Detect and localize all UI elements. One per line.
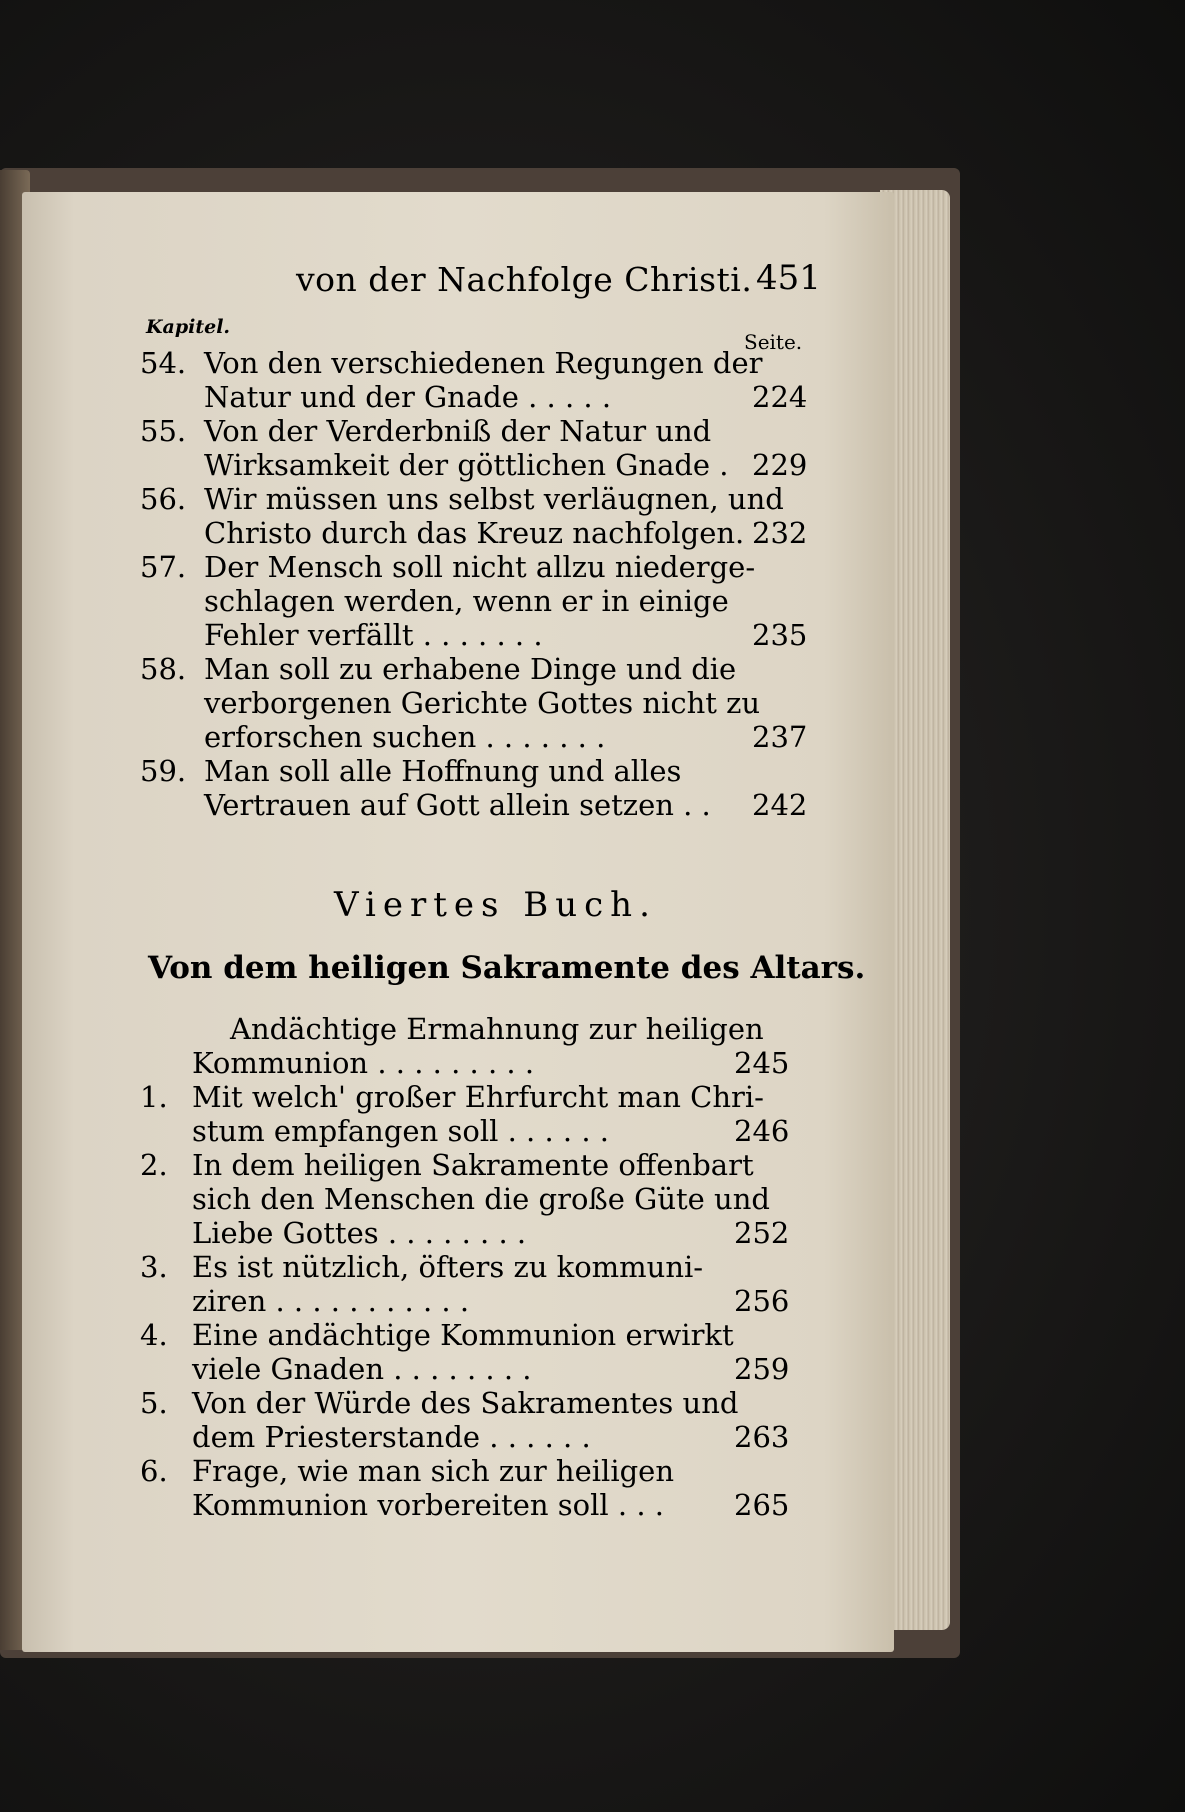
toc-entry-line: Vertrauen auf Gott allein setzen . . bbox=[204, 788, 711, 822]
toc-entry-line: viele Gnaden . . . . . . . . bbox=[192, 1352, 532, 1386]
toc-entry-page: 265 bbox=[734, 1488, 790, 1522]
toc-entry-number: 2. bbox=[140, 1148, 168, 1182]
toc-entry-line: ziren . . . . . . . . . . . bbox=[192, 1284, 470, 1318]
toc-entry-line: verborgenen Gerichte Gottes nicht zu bbox=[204, 686, 761, 720]
toc-entry-line: Fehler verfällt . . . . . . . bbox=[204, 618, 543, 652]
toc-entry-number: 1. bbox=[140, 1080, 168, 1114]
toc-entry-line: In dem heiligen Sakramente offenbart bbox=[192, 1148, 754, 1182]
toc-entry-page: 256 bbox=[734, 1284, 790, 1318]
toc-entry-line: Mit welch' großer Ehrfurcht man Chri- bbox=[192, 1080, 764, 1114]
toc-entry-number: 3. bbox=[140, 1250, 168, 1284]
toc-entry-line: Wir müssen uns selbst verläugnen, und bbox=[204, 482, 784, 516]
toc-entry-page: 242 bbox=[752, 788, 808, 822]
toc-entry-line: Der Mensch soll nicht allzu niederge- bbox=[204, 550, 756, 584]
toc-entry-line: Von den verschiedenen Regungen der bbox=[204, 346, 763, 380]
page-header bbox=[0, 260, 1185, 310]
toc-entry-line: stum empfangen soll . . . . . . bbox=[192, 1114, 609, 1148]
toc-entry-line: Man soll zu erhabene Dinge und die bbox=[204, 652, 737, 686]
toc-entry-page: 237 bbox=[752, 720, 808, 754]
toc-entry-number: 4. bbox=[140, 1318, 168, 1352]
toc-entry-line: Natur und der Gnade . . . . . bbox=[204, 380, 612, 414]
toc-entry-page: 263 bbox=[734, 1420, 790, 1454]
toc-entry-line: Andächtige Ermahnung zur heiligen bbox=[230, 1012, 764, 1046]
toc-entry-line: Christo durch das Kreuz nachfolgen. bbox=[204, 516, 745, 550]
toc-entry-number: 6. bbox=[140, 1454, 168, 1488]
toc-entry-line: Eine andächtige Kommunion erwirkt bbox=[192, 1318, 734, 1352]
toc-entry-line: erforschen suchen . . . . . . . bbox=[204, 720, 606, 754]
toc-entry-line: sich den Menschen die große Güte und bbox=[192, 1182, 770, 1216]
toc-entry-number: 58. bbox=[140, 652, 187, 686]
toc-entry-line: Von der Würde des Sakramentes und bbox=[192, 1386, 739, 1420]
toc-entry-page: 246 bbox=[734, 1114, 790, 1148]
toc-entry-line: Von der Verderbniß der Natur und bbox=[204, 414, 712, 448]
section-title: Viertes Buch. bbox=[334, 885, 657, 925]
toc-entry-line: Wirksamkeit der göttlichen Gnade . bbox=[204, 448, 729, 482]
toc-entry-page: 224 bbox=[752, 380, 808, 414]
toc-entry-page: 229 bbox=[752, 448, 808, 482]
column-label-kapitel: Kapitel. bbox=[146, 316, 231, 338]
toc-entry-number: 59. bbox=[140, 754, 187, 788]
page-number: 451 bbox=[756, 258, 821, 298]
toc-entry-number: 57. bbox=[140, 550, 187, 584]
toc-entry-line: Liebe Gottes . . . . . . . . bbox=[192, 1216, 527, 1250]
toc-entry-line: Es ist nützlich, öfters zu kommuni- bbox=[192, 1250, 704, 1284]
toc-entry-line: dem Priesterstande . . . . . . bbox=[192, 1420, 591, 1454]
toc-entry-line: Frage, wie man sich zur heiligen bbox=[192, 1454, 674, 1488]
toc-entry-line: Man soll alle Hoffnung und alles bbox=[204, 754, 682, 788]
running-title: von der Nachfolge Christi. bbox=[296, 260, 753, 299]
toc-entry-page: 235 bbox=[752, 618, 808, 652]
toc-entry-line: schlagen werden, wenn er in einige bbox=[204, 584, 729, 618]
toc-entry-page: 259 bbox=[734, 1352, 790, 1386]
toc-entry-line: Kommunion . . . . . . . . . bbox=[192, 1046, 535, 1080]
toc-entry-page: 252 bbox=[734, 1216, 790, 1250]
toc-entry-number: 54. bbox=[140, 346, 187, 380]
toc-entry-number: 56. bbox=[140, 482, 187, 516]
toc-entry-number: 5. bbox=[140, 1386, 168, 1420]
toc-entry-page: 232 bbox=[752, 516, 808, 550]
toc-entry-line: Kommunion vorbereiten soll . . . bbox=[192, 1488, 664, 1522]
column-label-seite: Seite. bbox=[744, 330, 803, 354]
toc-entry-number: 55. bbox=[140, 414, 187, 448]
section-subtitle: Von dem heiligen Sakramente des Altars. bbox=[148, 950, 866, 986]
toc-entry-page: 245 bbox=[734, 1046, 790, 1080]
